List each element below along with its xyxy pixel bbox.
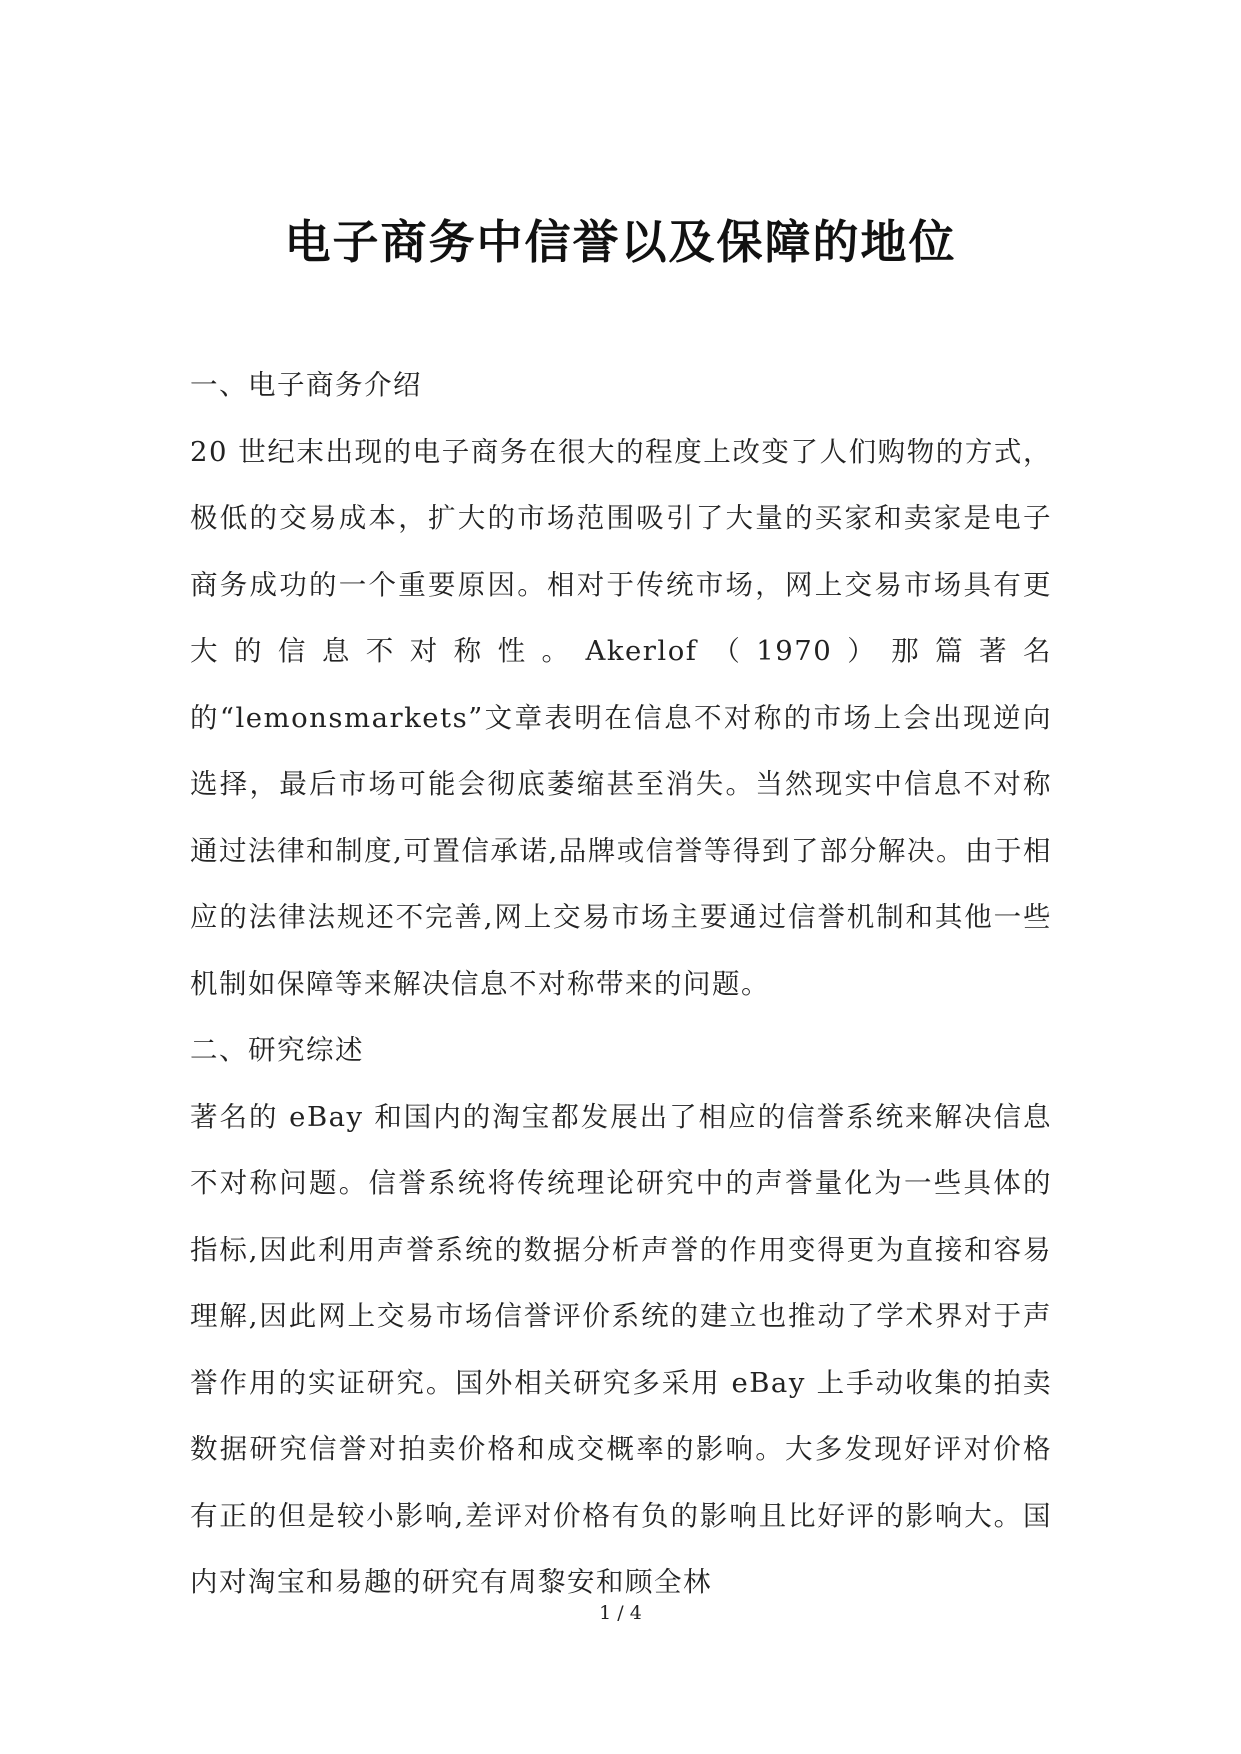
- section-heading-review: 二、研究综述: [190, 1034, 364, 1066]
- document-body: [190, 352, 1052, 1616]
- document-title: 电子商务中信誉以及保障的地位: [284, 215, 957, 269]
- page-number: 1 / 4: [599, 1602, 642, 1624]
- section-heading-intro: 一、电子商务介绍: [190, 369, 422, 401]
- section-paragraph-intro: 20 世纪末出现的电子商务在很大的程度上改变了人们购物的方式，极低的交易成本，扩大的市场范围吸引了大量的买家和卖家是电子商务成功的一个重要原因。相对于传统市场，网上交易市场具有更大的信息不对称性。Akerlof（1970）那篇著名的“lemonsmarkets”文章表明在信息不对称的市场上会出现逆向选择，最后市场可能会彻底萎缩甚至消失。当然现实中信息不对称通过法律和制度,可置信承诺,品牌或信誉等得到了部分解决。由于相应的法律法规还不完善,网上交易市场主要通过信誉机制和其他一些机制如保障等来解决信息不对称带来的问题。: [190, 435, 1052, 1000]
- section-paragraph-review: 著名的 eBay 和国内的淘宝都发展出了相应的信誉系统来解决信息不对称问题。信誉系统将传统理论研究中的声誉量化为一些具体的指标,因此利用声誉系统的数据分析声誉的作用变得更为直接和容易理解,因此网上交易市场信誉评价系统的建立也推动了学术界对于声誉作用的实证研究。国外相关研究多采用 eBay 上手动收集的拍卖数据研究信誉对拍卖价格和成交概率的影响。大多发现好评对价格有正的但是较小影响,差评对价格有负的影响且比好评的影响大。国内对淘宝和易趣的研究有周黎安和顾全林: [190, 1100, 1052, 1598]
